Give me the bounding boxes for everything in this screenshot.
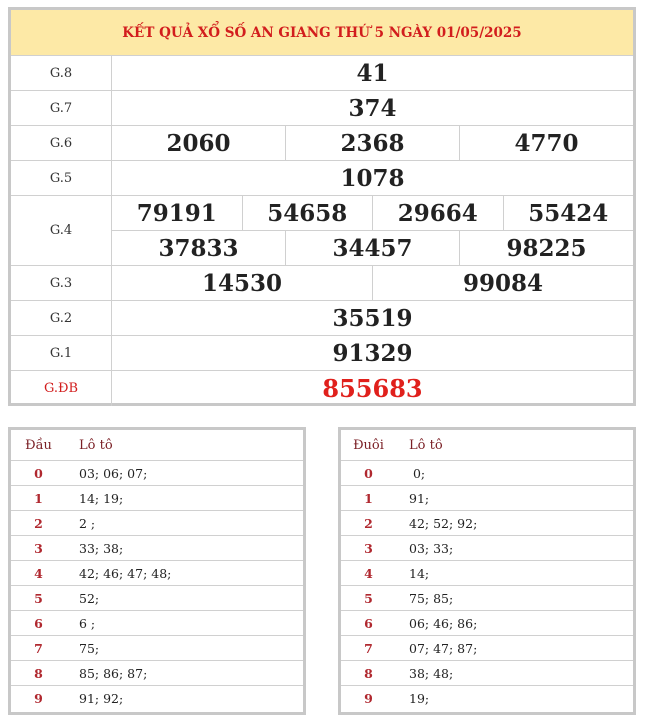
duoi-loto-values: 42; 52; 92; — [409, 515, 478, 531]
prize-label: G.1 — [11, 336, 112, 370]
duoi-digit: 5 — [364, 590, 373, 606]
duoi-row — [341, 661, 633, 686]
dau-loto-values: 91; 92; — [79, 691, 124, 706]
prize-value-row — [112, 301, 633, 335]
prize-values — [112, 91, 633, 125]
duoi-loto-values: 06; 46; 86; — [409, 615, 478, 631]
dau-row — [11, 686, 303, 711]
prize-value-row — [112, 371, 633, 406]
prize-number: 54658 — [242, 196, 373, 230]
prize-row — [11, 56, 633, 91]
duoi-digit: 7 — [364, 640, 373, 656]
prize-number: 99084 — [372, 266, 633, 300]
prize-number: 29664 — [372, 196, 503, 230]
prize-values — [112, 301, 633, 335]
duoi-digit: 1 — [364, 490, 373, 506]
prize-number: 79191 — [136, 199, 217, 227]
dau-loto-values: 85; 86; 87; — [79, 665, 148, 681]
duoi-loto-table — [338, 427, 636, 715]
duoi-row — [341, 611, 633, 636]
duoi-loto-values: 14; — [409, 565, 430, 581]
duoi-loto-values: 38; 48; — [409, 665, 454, 681]
prize-row — [11, 301, 633, 336]
duoi-digit: 3 — [364, 540, 373, 556]
duoi-row — [341, 486, 633, 511]
dau-digit: 5 — [34, 590, 43, 606]
dau-loto-values: 52; — [79, 590, 100, 606]
prize-row — [11, 161, 633, 196]
prize-label: G.5 — [11, 161, 112, 195]
dau-row — [11, 461, 303, 486]
dau-row — [11, 486, 303, 511]
dau-loto-values: 2 ; — [79, 515, 96, 531]
special-prize-number: 855683 — [322, 374, 423, 403]
prize-number: 2060 — [166, 129, 231, 157]
duoi-digit: 8 — [364, 665, 373, 681]
duoi-header-key: Đuôi — [353, 437, 384, 453]
dau-row — [11, 636, 303, 661]
prize-label: G.ĐB — [11, 371, 112, 406]
dau-row — [11, 511, 303, 536]
prize-number: 14530 — [201, 269, 283, 297]
prize-number: 41 — [356, 59, 389, 87]
prize-row — [11, 91, 633, 126]
prize-values — [112, 56, 633, 90]
prize-row — [11, 196, 633, 266]
dau-rows — [11, 461, 303, 711]
duoi-row — [341, 461, 633, 486]
duoi-header-row — [341, 430, 633, 461]
dau-row — [11, 661, 303, 686]
prize-row — [11, 266, 633, 301]
duoi-loto-values: 07; 47; 87; — [409, 640, 478, 656]
prize-number: 4770 — [459, 126, 633, 160]
duoi-digit: 9 — [364, 691, 373, 706]
duoi-row — [341, 686, 633, 711]
prize-number: 91329 — [332, 339, 413, 367]
duoi-row — [341, 536, 633, 561]
dau-loto-values: 75; — [79, 640, 100, 656]
results-table — [8, 7, 636, 406]
prize-number: 34457 — [285, 231, 459, 265]
dau-row — [11, 561, 303, 586]
dau-digit: 0 — [34, 465, 43, 481]
dau-loto-values: 14; 19; — [79, 490, 124, 506]
duoi-loto-values: 19; — [409, 691, 430, 706]
dau-digit: 9 — [34, 691, 43, 706]
prize-number: 37833 — [158, 234, 239, 262]
dau-loto-values: 42; 46; 47; 48; — [79, 565, 172, 581]
dau-digit: 3 — [34, 540, 43, 556]
duoi-row — [341, 561, 633, 586]
prize-value-row — [112, 196, 633, 230]
prize-values — [112, 266, 633, 300]
prize-value-row — [112, 266, 633, 300]
prize-row — [11, 336, 633, 371]
dau-digit: 1 — [34, 490, 43, 506]
dau-digit: 8 — [34, 665, 43, 681]
prize-value-row — [112, 56, 633, 90]
duoi-row — [341, 586, 633, 611]
duoi-loto-values: 0; — [409, 465, 426, 481]
dau-row — [11, 611, 303, 636]
prize-rows — [11, 56, 633, 406]
prize-value-row — [112, 161, 633, 195]
duoi-loto-values: 91; — [409, 490, 430, 506]
duoi-digit: 2 — [364, 515, 373, 531]
prize-value-row — [112, 126, 633, 160]
dau-digit: 7 — [34, 640, 43, 656]
dau-loto-table — [8, 427, 306, 715]
prize-number: 374 — [348, 94, 397, 122]
dau-header-key: Đầu — [25, 437, 52, 453]
prize-label: G.3 — [11, 266, 112, 300]
dau-loto-values: 03; 06; 07; — [79, 465, 148, 481]
dau-digit: 2 — [34, 515, 43, 531]
duoi-row — [341, 636, 633, 661]
dau-digit: 6 — [34, 615, 43, 631]
duoi-row — [341, 511, 633, 536]
dau-header-value: Lô tô — [79, 437, 113, 453]
prize-values — [112, 371, 633, 406]
prize-values — [112, 196, 633, 265]
prize-value-row — [112, 91, 633, 125]
duoi-header-value: Lô tô — [409, 437, 443, 453]
dau-row — [11, 536, 303, 561]
dau-header-row — [11, 430, 303, 461]
duoi-digit: 0 — [364, 465, 373, 481]
prize-values — [112, 336, 633, 370]
prize-values — [112, 126, 633, 160]
prize-row — [11, 126, 633, 161]
dau-loto-values: 6 ; — [79, 615, 96, 631]
prize-label: G.6 — [11, 126, 112, 160]
prize-label: G.4 — [11, 196, 112, 265]
prize-label: G.8 — [11, 56, 112, 90]
prize-value-row — [112, 230, 633, 265]
prize-number: 35519 — [332, 304, 413, 332]
duoi-loto-values: 75; 85; — [409, 590, 454, 606]
duoi-digit: 6 — [364, 615, 373, 631]
prize-number: 55424 — [503, 196, 634, 230]
prize-label: G.7 — [11, 91, 112, 125]
dau-row — [11, 586, 303, 611]
prize-row — [11, 371, 633, 406]
prize-number: 98225 — [459, 231, 633, 265]
dau-digit: 4 — [34, 565, 43, 581]
duoi-loto-values: 03; 33; — [409, 540, 454, 556]
duoi-digit: 4 — [364, 565, 373, 581]
prize-number: 2368 — [285, 126, 459, 160]
prize-label: G.2 — [11, 301, 112, 335]
dau-loto-values: 33; 38; — [79, 540, 124, 556]
prize-values — [112, 161, 633, 195]
duoi-rows — [341, 461, 633, 711]
prize-value-row — [112, 336, 633, 370]
results-title: KẾT QUẢ XỔ SỐ AN GIANG THỨ 5 NGÀY 01/05/2025 — [11, 10, 633, 56]
prize-number: 1078 — [340, 164, 405, 192]
